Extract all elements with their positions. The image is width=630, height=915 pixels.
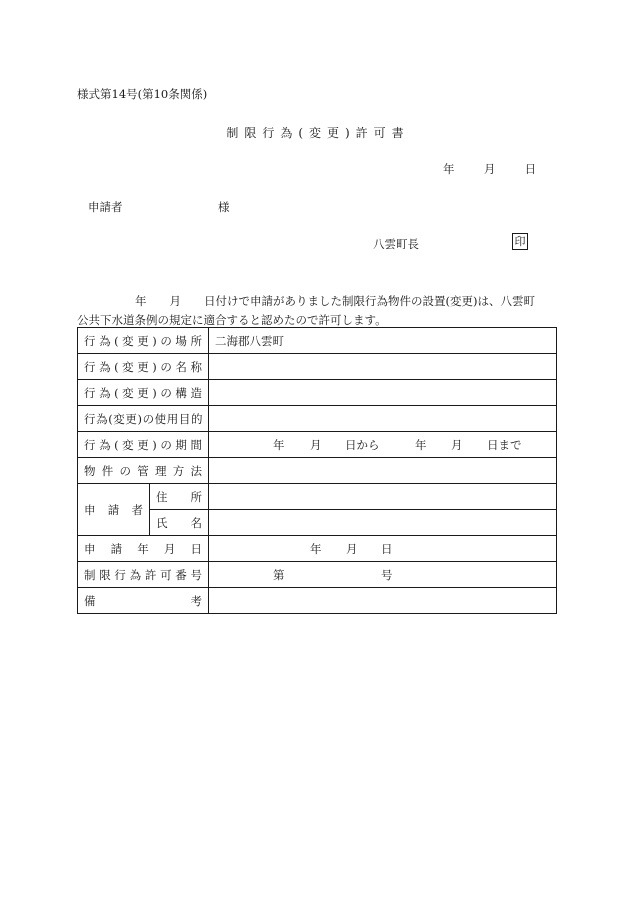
applicant-name-label: 氏名 — [150, 510, 209, 536]
period-day-to: 日まで — [487, 437, 522, 452]
row-value-management[interactable] — [209, 458, 557, 484]
body-text — [77, 292, 567, 330]
row-value-structure[interactable] — [209, 380, 557, 406]
table-row — [78, 562, 557, 588]
application-date-year: 年 — [310, 541, 322, 556]
remarks-label: 備考 — [78, 588, 209, 614]
addressee-line — [88, 199, 230, 215]
row-label-management: 物件の管理方法 — [78, 458, 209, 484]
row-label-period: 行為(変更)の期間 — [78, 432, 209, 458]
issuer-name: 八雲町長 — [373, 237, 419, 251]
table-row — [78, 380, 557, 406]
applicant-block-label: 申請者 — [78, 484, 150, 536]
table-row — [78, 536, 557, 562]
permit-number-prefix: 第 — [273, 567, 285, 582]
row-label-structure: 行為(変更)の構造 — [78, 380, 209, 406]
permit-number-label: 制限行為許可番号 — [78, 562, 209, 588]
body-text-line-2: 公共下水道条例の規定に適合すると認めたので許可します。 — [77, 313, 387, 327]
application-date-day: 日 — [381, 541, 393, 556]
permit-form-table — [77, 327, 557, 614]
document-title: 制限行為(変更)許可書 — [226, 126, 410, 140]
table-row — [78, 328, 557, 354]
applicant-name-value[interactable] — [209, 510, 557, 536]
period-month-to: 月 — [451, 437, 463, 452]
table-row — [78, 406, 557, 432]
application-date-label: 申請年月日 — [78, 536, 209, 562]
row-value-name[interactable] — [209, 354, 557, 380]
table-row — [78, 484, 557, 510]
applicant-address-label: 住所 — [150, 484, 209, 510]
addressee-honorific: 様 — [218, 200, 230, 214]
issue-date — [443, 161, 536, 177]
form-id: 様式第14号(第10条関係) — [77, 87, 208, 101]
period-year-from: 年 — [273, 437, 285, 452]
table-row — [78, 432, 557, 458]
remarks-value[interactable] — [209, 588, 557, 614]
issue-date-month: 月 — [483, 162, 496, 176]
row-value-period[interactable] — [209, 432, 557, 458]
permit-number-suffix: 号 — [381, 567, 393, 582]
table-row — [78, 588, 557, 614]
issue-date-year: 年 — [443, 162, 455, 176]
row-value-location[interactable]: 二海郡八雲町 — [209, 328, 557, 354]
application-date-month: 月 — [346, 541, 358, 556]
table-row — [78, 354, 557, 380]
body-text-line-1: 年 月 日付けで申請がありました制限行為物件の設置(変更)は、八雲町 — [135, 294, 535, 308]
row-label-location: 行為(変更)の場所 — [78, 328, 209, 354]
row-value-purpose[interactable] — [209, 406, 557, 432]
addressee-label: 申請者 — [88, 200, 123, 214]
application-date-value[interactable] — [209, 536, 557, 562]
table-row — [78, 510, 557, 536]
period-day-from: 日から — [345, 437, 380, 452]
seal-mark: 印 — [512, 233, 528, 250]
applicant-address-value[interactable] — [209, 484, 557, 510]
permit-number-value[interactable] — [209, 562, 557, 588]
row-label-name: 行為(変更)の名称 — [78, 354, 209, 380]
row-label-purpose: 行為(変更)の使用目的 — [78, 406, 209, 432]
issue-date-day: 日 — [524, 162, 537, 176]
period-month-from: 月 — [310, 437, 322, 452]
table-row — [78, 458, 557, 484]
period-year-to: 年 — [415, 437, 427, 452]
